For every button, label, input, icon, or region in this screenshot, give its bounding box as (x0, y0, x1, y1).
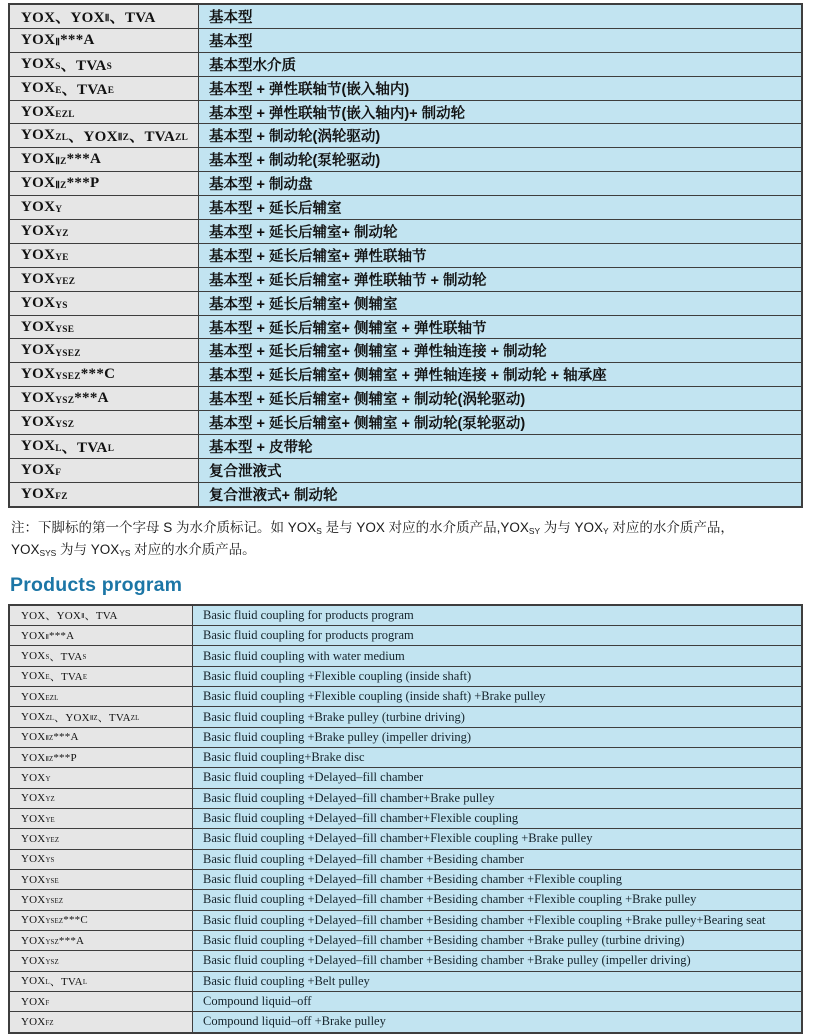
table-row (10, 930, 801, 950)
description-cell: 基本型 + 延长后辅室+ 侧辅室 + 制动轮(泵轮驱动) (199, 411, 801, 434)
table-row (10, 195, 801, 219)
table-row (10, 808, 801, 828)
description-cell: Compound liquid–off (193, 992, 801, 1011)
model-cell: YOX $_{EZL}$ (10, 101, 199, 124)
model-cell: YOX $_Ⅱ$ ***A (10, 626, 193, 645)
model-cell: YOX、YOX $_Ⅱ$ 、TVA (10, 5, 199, 28)
description-cell: 基本型 + 延长后辅室+ 弹性联轴节 (199, 244, 801, 267)
description-cell: Basic fluid coupling +Delayed–fill chamber +Besiding chamber +Brake pulley (turbine driving) (193, 931, 801, 950)
description-cell: 基本型 + 延长后辅室+ 制动轮 (199, 220, 801, 243)
table-row (10, 100, 801, 124)
model-cell: YOX $_F$ (10, 992, 193, 1011)
table-row (10, 1011, 801, 1031)
model-cell: YOX $_Ⅱ$ ***A (10, 29, 199, 52)
table-row (10, 291, 801, 315)
table-row (10, 482, 801, 506)
description-cell: 基本型 + 延长后辅室+ 侧辅室 + 弹性联轴节 (199, 316, 801, 339)
table-row (10, 338, 801, 362)
model-cell: YOX $_{YE}$ (10, 809, 193, 828)
model-cell: YOX $_{YEZ}$ (10, 829, 193, 848)
footnote-line-1: 注：下脚标的第一个字母 S 为水介质标记。如 $YOX_S$ 是与 YOX 对应的水介质产品$,YOX_{SY}$ 为与 $YOX_Y$ 对应的水介质产品， (11, 519, 734, 537)
description-cell: Basic fluid coupling +Flexible coupling (inside shaft) +Brake pulley (193, 687, 801, 706)
description-cell: 基本型 + 延长后辅室 (199, 196, 801, 219)
model-table-english (8, 604, 803, 1034)
table-row (10, 625, 801, 645)
model-cell: YOX $_{YSEZ}$ ***C (10, 911, 193, 930)
table-row (10, 219, 801, 243)
model-cell: YOX $_{YS}$ (10, 292, 199, 315)
model-cell: YOX $_L$ 、TVA $_L$ (10, 435, 199, 458)
description-cell: Basic fluid coupling +Delayed–fill chamber+Flexible coupling +Brake pulley (193, 829, 801, 848)
table-row (10, 686, 801, 706)
table-row (10, 788, 801, 808)
model-cell: YOX $_{YS}$ (10, 850, 193, 869)
model-cell: YOX $_{FZ}$ (10, 483, 199, 506)
table-row (10, 52, 801, 76)
description-cell: Basic fluid coupling +Brake pulley (impeller driving) (193, 728, 801, 747)
model-cell: YOX $_{ⅡZ}$ ***P (10, 172, 199, 195)
table-row (10, 869, 801, 889)
table-row (10, 267, 801, 291)
table-row (10, 767, 801, 787)
description-cell: 基本型 + 制动轮(泵轮驱动) (199, 148, 801, 171)
table-row (10, 315, 801, 339)
table-row (10, 971, 801, 991)
table-row (10, 76, 801, 100)
description-cell: Basic fluid coupling +Delayed–fill chamber +Besiding chamber +Flexible coupling +Brake pulley+Bearing seat (193, 911, 801, 930)
table-row (10, 991, 801, 1011)
model-cell: YOX $_{ZL}$ 、YOX $_{ⅡZ}$ 、TVA $_{ZL}$ (10, 124, 199, 147)
model-cell: YOX $_S$ 、TVA $_S$ (10, 53, 199, 76)
description-cell: Basic fluid coupling +Delayed–fill chamber+Flexible coupling (193, 809, 801, 828)
model-cell: YOX $_{ZL}$ 、YOX $_{ⅡZ}$ 、TVA $_{ZL}$ (10, 707, 193, 726)
description-cell: Basic fluid coupling +Delayed–fill chamber +Besiding chamber +Flexible coupling +Brake pulley (193, 890, 801, 909)
footnote-line-2: $YOX_{SYS}$ 为与 $YOX_{YS}$ 对应的水介质产品。 (11, 541, 256, 559)
model-table-chinese (8, 3, 803, 508)
table-row (10, 910, 801, 930)
description-cell: Basic fluid coupling +Flexible coupling (inside shaft) (193, 667, 801, 686)
model-cell: YOX $_{YSE}$ (10, 316, 199, 339)
model-cell: YOX $_{FZ}$ (10, 1012, 193, 1031)
table-row (10, 171, 801, 195)
model-cell: YOX $_{YEZ}$ (10, 268, 199, 291)
model-cell: YOX $_{YE}$ (10, 244, 199, 267)
description-cell: Basic fluid coupling +Belt pulley (193, 972, 801, 991)
model-cell: YOX $_{ⅡZ}$ ***P (10, 748, 193, 767)
description-cell: Basic fluid coupling+Brake disc (193, 748, 801, 767)
table-row (10, 727, 801, 747)
model-cell: YOX $_E$ 、TVA $_E$ (10, 667, 193, 686)
table-row (10, 747, 801, 767)
model-cell: YOX $_F$ (10, 459, 199, 482)
table-row (10, 147, 801, 171)
table-row (10, 243, 801, 267)
model-cell: YOX $_{YSEZ}$ (10, 339, 199, 362)
description-cell: 基本型 + 弹性联轴节(嵌入轴内)+ 制动轮 (199, 101, 801, 124)
model-cell: YOX $_{YSE}$ (10, 870, 193, 889)
model-cell: YOX $_{YSZ}$ (10, 411, 199, 434)
model-cell: YOX $_E$ 、TVA $_E$ (10, 77, 199, 100)
description-cell: 基本型 + 延长后辅室+ 侧辅室 + 制动轮(涡轮驱动) (199, 387, 801, 410)
model-cell: YOX $_{YSEZ}$ (10, 890, 193, 909)
model-cell: YOX、YOX $_Ⅱ$ 、TVA (10, 606, 193, 625)
description-cell: Basic fluid coupling +Delayed–fill chamber+Brake pulley (193, 789, 801, 808)
table-row (10, 950, 801, 970)
table-row (10, 410, 801, 434)
description-cell: Basic fluid coupling +Delayed–fill chamber +Besiding chamber +Flexible coupling (193, 870, 801, 889)
table-row (10, 666, 801, 686)
model-cell: YOX $_L$ 、TVA $_L$ (10, 972, 193, 991)
description-cell: Basic fluid coupling for products program (193, 626, 801, 645)
description-cell: 复合泄液式 (199, 459, 801, 482)
description-cell: Basic fluid coupling +Brake pulley (turbine driving) (193, 707, 801, 726)
table-row (10, 434, 801, 458)
model-cell: YOX $_{YSEZ}$ ***C (10, 363, 199, 386)
model-cell: YOX $_{ⅡZ}$ ***A (10, 728, 193, 747)
description-cell: 基本型 + 延长后辅室+ 侧辅室 + 弹性轴连接 + 制动轮 + 轴承座 (199, 363, 801, 386)
table-row (10, 645, 801, 665)
description-cell: Basic fluid coupling +Delayed–fill chamber +Besiding chamber +Brake pulley (impeller driving) (193, 951, 801, 970)
footnote (11, 517, 803, 561)
description-cell: 基本型 (199, 29, 801, 52)
description-cell: 基本型 + 弹性联轴节(嵌入轴内) (199, 77, 801, 100)
model-cell: YOX $_{YSZ}$ (10, 951, 193, 970)
section-heading: Products program (10, 573, 183, 596)
description-cell: Compound liquid–off +Brake pulley (193, 1012, 801, 1031)
table-row (10, 458, 801, 482)
description-cell: 基本型 + 延长后辅室+ 侧辅室 + 弹性轴连接 + 制动轮 (199, 339, 801, 362)
model-cell: YOX $_Y$ (10, 196, 199, 219)
description-cell: Basic fluid coupling for products program (193, 606, 801, 625)
description-cell: 基本型 + 皮带轮 (199, 435, 801, 458)
description-cell: 基本型 (199, 5, 801, 28)
description-cell: 复合泄液式+ 制动轮 (199, 483, 801, 506)
description-cell: 基本型水介质 (199, 53, 801, 76)
table-row (10, 123, 801, 147)
model-cell: YOX $_{ⅡZ}$ ***A (10, 148, 199, 171)
table-row (10, 386, 801, 410)
description-cell: 基本型 + 制动盘 (199, 172, 801, 195)
table-row (10, 828, 801, 848)
table-row (10, 5, 801, 28)
table-row (10, 362, 801, 386)
description-cell: Basic fluid coupling +Delayed–fill chamber +Besiding chamber (193, 850, 801, 869)
model-cell: YOX $_{YSZ}$ ***A (10, 931, 193, 950)
table-row (10, 889, 801, 909)
model-cell: YOX $_{EZL}$ (10, 687, 193, 706)
description-cell: 基本型 + 延长后辅室+ 侧辅室 (199, 292, 801, 315)
description-cell: 基本型 + 制动轮(涡轮驱动) (199, 124, 801, 147)
model-cell: YOX $_{YSZ}$ ***A (10, 387, 199, 410)
description-cell: Basic fluid coupling with water medium (193, 646, 801, 665)
model-cell: YOX $_Y$ (10, 768, 193, 787)
table-row (10, 606, 801, 625)
table-row (10, 706, 801, 726)
table-row (10, 849, 801, 869)
model-cell: YOX $_{YZ}$ (10, 789, 193, 808)
model-cell: YOX $_{YZ}$ (10, 220, 199, 243)
model-cell: YOX $_S$ 、TVA $_S$ (10, 646, 193, 665)
description-cell: Basic fluid coupling +Delayed–fill chamber (193, 768, 801, 787)
table-row (10, 28, 801, 52)
description-cell: 基本型 + 延长后辅室+ 弹性联轴节 + 制动轮 (199, 268, 801, 291)
